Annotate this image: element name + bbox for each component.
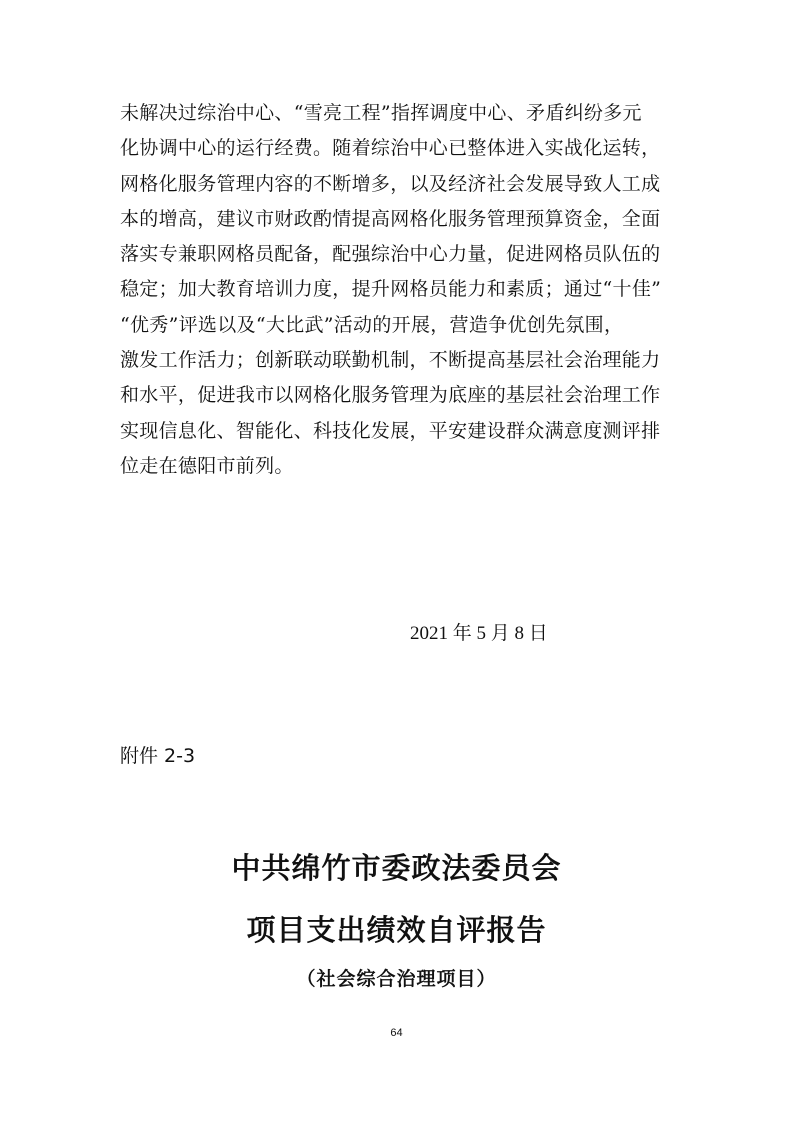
document-date: 2021 年 5 月 8 日 — [410, 623, 548, 644]
body-line: “优秀”评选以及“大比武”活动的开展，营造争优创先氛围， — [120, 313, 624, 336]
body-line: 稳定；加大教育培训力度，提升网格员能力和素质；通过“十佳” — [120, 278, 662, 301]
report-title-organization: 中共绵竹市委政法委员会 — [231, 851, 562, 885]
body-line: 网格化服务管理内容的不断增多，以及经济社会发展导致人工成 — [120, 172, 661, 195]
body-line: 未解决过综治中心、“雪亮工程”指挥调度中心、矛盾纠纷多元 — [120, 102, 642, 124]
report-title: 项目支出绩效自评报告 — [246, 913, 547, 947]
body-line: 激发工作活力；创新联动联勤机制，不断提高基层社会治理能力 — [120, 349, 661, 372]
body-line: 和水平，促进我市以网格化服务管理为底座的基层社会治理工作 — [120, 384, 661, 407]
body-paragraph — [120, 96, 680, 484]
body-line: 化协调中心的运行经费。随着综治中心已整体进入实战化运转， — [120, 137, 661, 160]
body-line: 本的增高，建议市财政酌情提高网格化服务管理预算资金，全面 — [120, 207, 661, 230]
annex-label: 附件 2-3 — [120, 745, 196, 767]
body-line: 位走在德阳市前列。 — [120, 454, 294, 477]
body-line: 实现信息化、智能化、科技化发展，平安建设群众满意度测评排 — [120, 419, 661, 442]
page-number: 64 — [390, 1027, 403, 1039]
report-subtitle: （社会综合治理项目） — [296, 968, 497, 990]
body-line: 落实专兼职网格员配备，配强综治中心力量，促进网格员队伍的 — [120, 243, 661, 266]
